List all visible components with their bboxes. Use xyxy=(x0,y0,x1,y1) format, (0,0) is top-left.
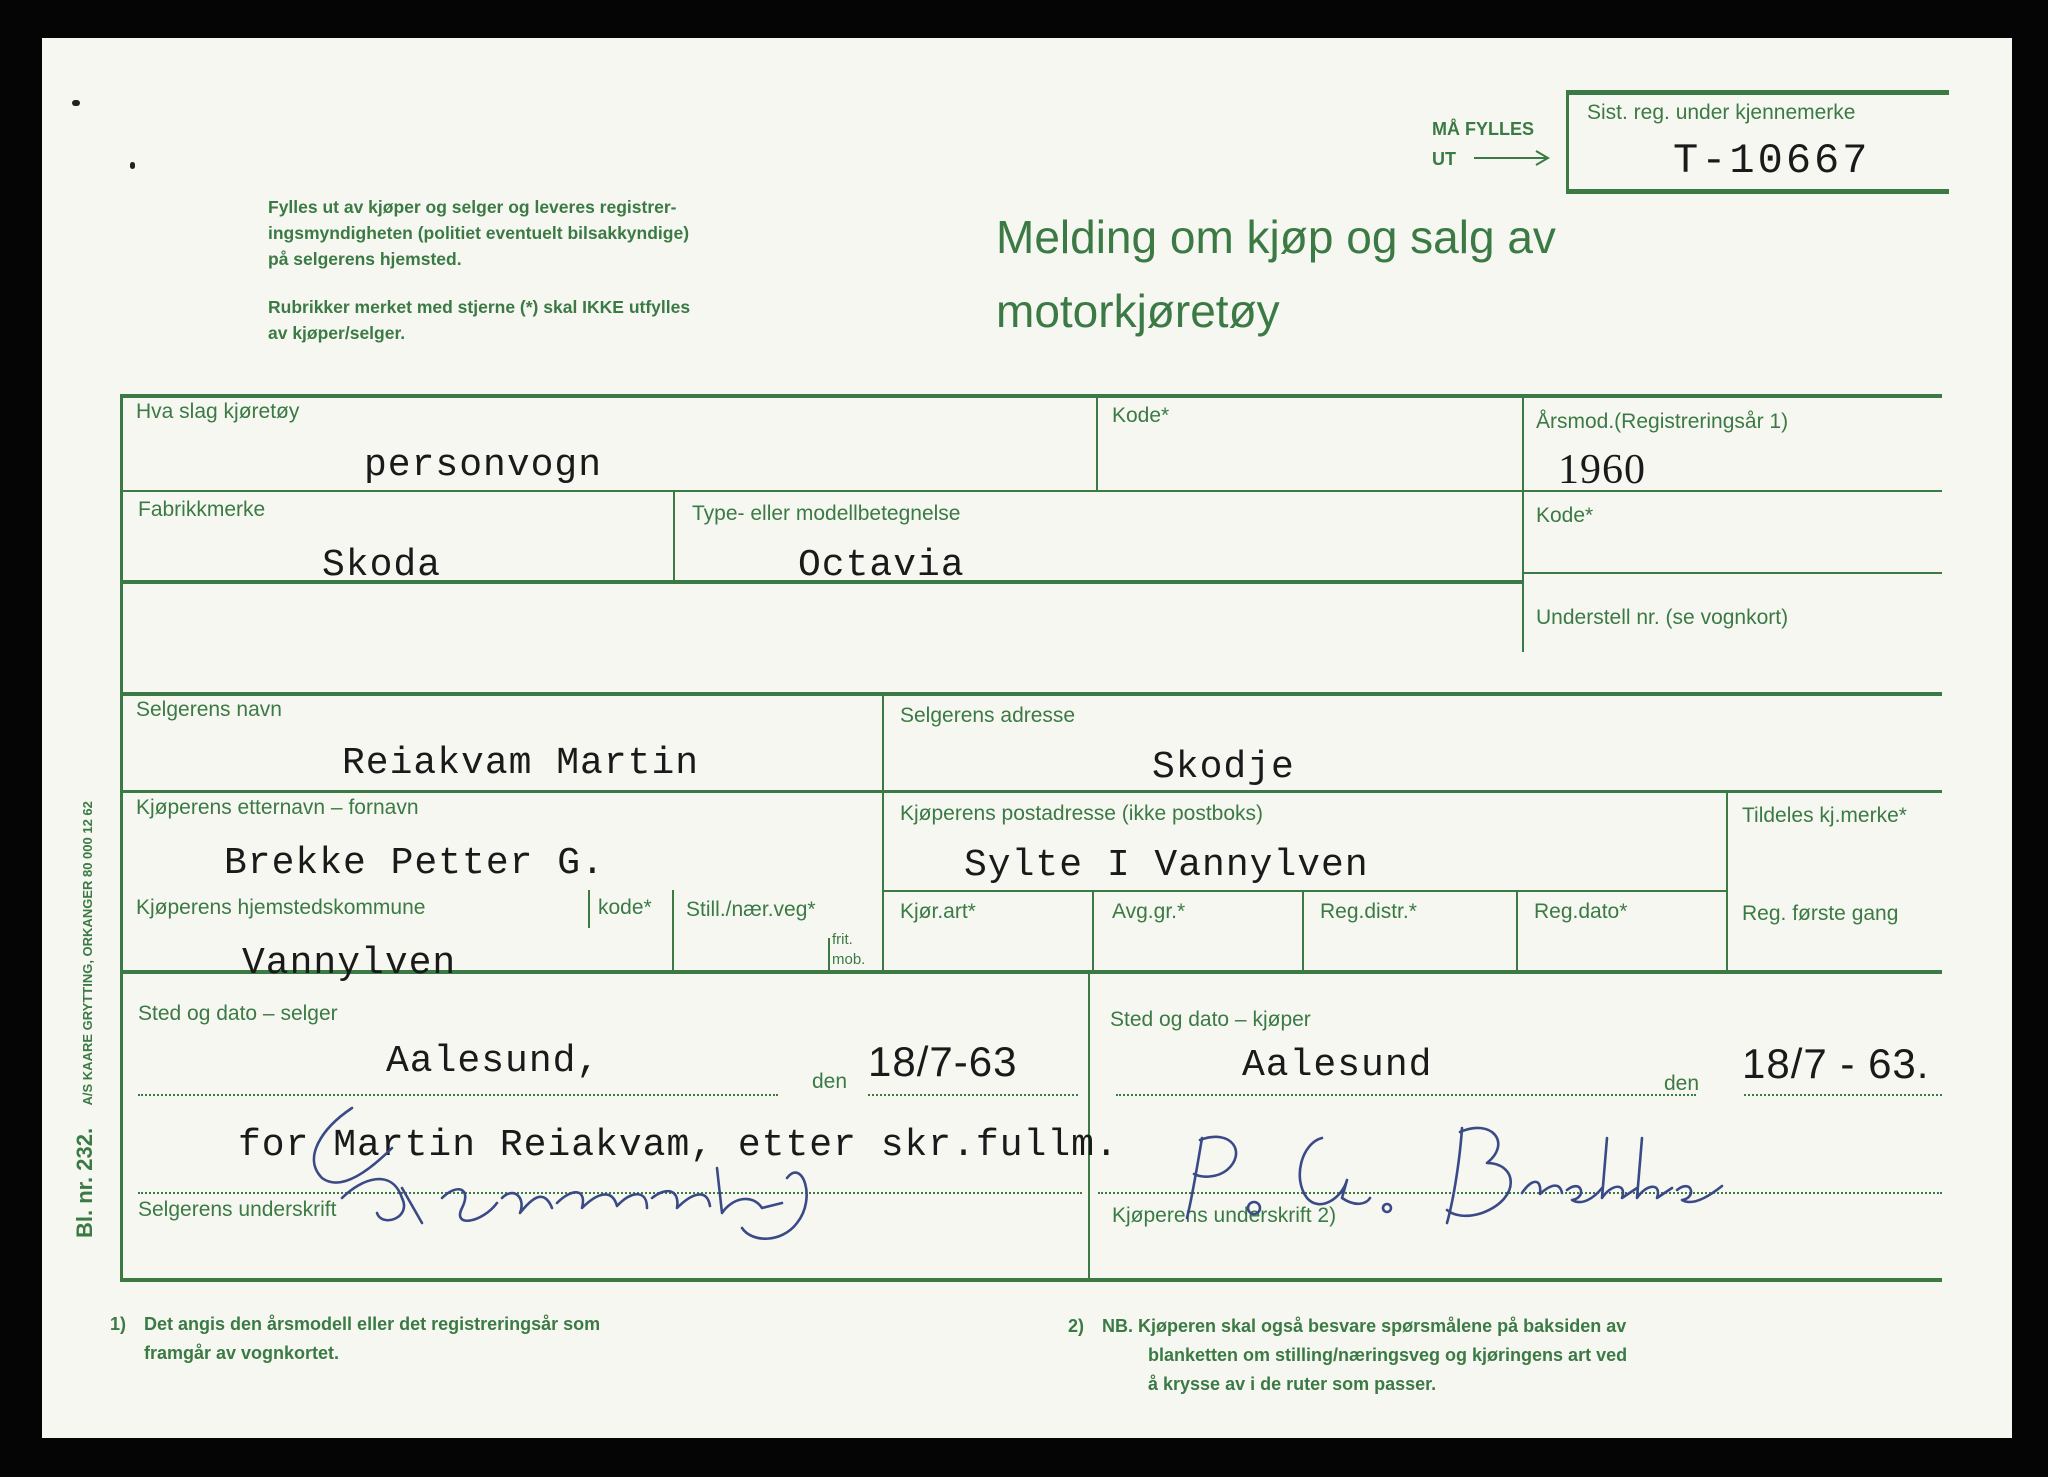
form-line xyxy=(1092,892,1094,972)
ink-speck xyxy=(130,162,135,169)
seller-proxy-text: for Martin Reiakvam, etter skr.fullm. xyxy=(238,1124,1119,1167)
form-line xyxy=(122,790,1942,793)
previous-registration-value: T-10667 xyxy=(1673,137,1871,185)
form-line xyxy=(673,492,675,582)
model-year-value: 1960 xyxy=(1558,447,1646,493)
seller-address-value: Skodje xyxy=(1152,746,1295,789)
instructions-block-1: Fylles ut av kjøper og selger og leveres registrer- ingsmyndigheten (politiet eventuelt bilsakkyndige) på selgerens hjemsted. xyxy=(268,197,690,269)
first-registration-label: Reg. første gang xyxy=(1742,902,1899,925)
tax-group-label: Avg.gr.* xyxy=(1112,900,1186,923)
buyer-place-date-label: Sted og dato – kjøper xyxy=(1110,1008,1311,1031)
seller-date-value: 18/7-63 xyxy=(868,1038,1018,1085)
previous-registration-box xyxy=(1566,90,1949,194)
buyer-municipality-label: Kjøperens hjemstedskommune xyxy=(136,896,426,919)
frit-mob-label: frit. mob. xyxy=(832,931,866,968)
footnote-1-number: 1) xyxy=(110,1314,127,1334)
previous-registration-label: Sist. reg. under kjennemerke xyxy=(1587,101,1856,124)
seller-place-date-label: Sted og dato – selger xyxy=(138,1002,338,1025)
form-line xyxy=(1524,572,1942,574)
seller-den-label: den xyxy=(812,1070,848,1093)
must-fill-note: MÅ FYLLES UT xyxy=(1432,119,1534,169)
reg-date-label: Reg.dato* xyxy=(1534,900,1628,923)
buyer-date-line xyxy=(1744,1094,1942,1096)
buyer-name-value: Brekke Petter G. xyxy=(224,842,605,885)
form-line xyxy=(1522,398,1524,652)
assigned-plate-label: Tildeles kj.merke* xyxy=(1742,804,1907,827)
vehicle-type-label: Hva slag kjøretøy xyxy=(136,400,300,423)
driving-type-label: Kjør.art* xyxy=(900,900,976,923)
form-line xyxy=(1096,398,1098,490)
seller-name-value: Reiakvam Martin xyxy=(342,742,700,785)
form-line xyxy=(588,890,590,928)
instructions-block-2: Rubrikker merket med stjerne (*) skal IKKE utfylles av kjøper/selger. xyxy=(268,297,691,343)
seller-place-value: Aalesund, xyxy=(386,1040,601,1083)
footnote-2: NB. Kjøperen skal også besvare spørsmålene på baksiden av blanketten om stilling/næringsveg og kjøringens art ved å krysse av i de ruter som passer. xyxy=(1102,1316,1628,1394)
seller-signature-label: Selgerens underskrift xyxy=(138,1198,337,1221)
buyer-signature-label: Kjøperens underskrift 2) xyxy=(1112,1204,1337,1227)
buyer-place-line xyxy=(1116,1094,1696,1096)
form-line xyxy=(122,692,1942,696)
ink-speck xyxy=(72,100,80,106)
form-line xyxy=(1726,793,1728,971)
form-line xyxy=(122,490,1942,492)
form-line xyxy=(884,890,1726,892)
buyer-date-value: 18/7 - 63. xyxy=(1742,1040,1930,1087)
buyer-postal-value: Sylte I Vannylven xyxy=(964,844,1369,887)
form-line xyxy=(122,1278,1942,1282)
buyer-municipality-value: Vannylven xyxy=(242,942,457,985)
chassis-number-label: Understell nr. (se vognkort) xyxy=(1536,606,1789,629)
make-label: Fabrikkmerke xyxy=(138,498,266,521)
form-title: Melding om kjøp og salg av motorkjøretøy xyxy=(996,211,1556,337)
form-line xyxy=(120,692,123,1282)
seller-handwritten-signature xyxy=(282,1048,932,1258)
buyer-name-label: Kjøperens etternavn – fornavn xyxy=(136,796,419,819)
buyer-handwritten-signature xyxy=(1142,1098,1762,1248)
buyer-place-value: Aalesund xyxy=(1242,1044,1433,1087)
make-value: Skoda xyxy=(322,544,442,587)
form-number-side-text: Bl. nr. 232. A/S KAARE GRYTTING, ORKANGER 80 000 12 62 xyxy=(72,801,97,1238)
seller-address-label: Selgerens adresse xyxy=(900,704,1076,727)
reg-district-label: Reg.distr.* xyxy=(1320,900,1417,923)
form-line xyxy=(882,696,884,970)
buyer-den-label: den xyxy=(1664,1072,1700,1095)
arrow-right-icon xyxy=(1472,148,1552,168)
municipality-code-label: kode* xyxy=(598,896,652,919)
model-year-label: Årsmod.(Registreringsår 1) xyxy=(1536,410,1789,433)
form-line xyxy=(828,938,830,970)
form-line xyxy=(122,394,1942,398)
occupation-label: Still./nær.veg* xyxy=(686,898,816,921)
buyer-postal-label: Kjøperens postadresse (ikke postboks) xyxy=(900,802,1263,825)
model-label: Type- eller modellbetegnelse xyxy=(692,502,961,525)
form-paper xyxy=(42,38,2012,1438)
code-label-2: Kode* xyxy=(1536,504,1594,527)
form-line xyxy=(672,890,674,970)
footnote-2-number: 2) xyxy=(1068,1316,1085,1336)
seller-name-label: Selgerens navn xyxy=(136,698,282,721)
model-value: Octavia xyxy=(798,544,965,587)
form-line xyxy=(1302,892,1304,972)
form-line xyxy=(1516,892,1518,972)
footnote-1: Det angis den årsmodell eller det registreringsår som framgår av vognkortet. xyxy=(144,1314,601,1363)
vehicle-type-value: personvogn xyxy=(364,444,603,487)
code-label: Kode* xyxy=(1112,404,1170,427)
